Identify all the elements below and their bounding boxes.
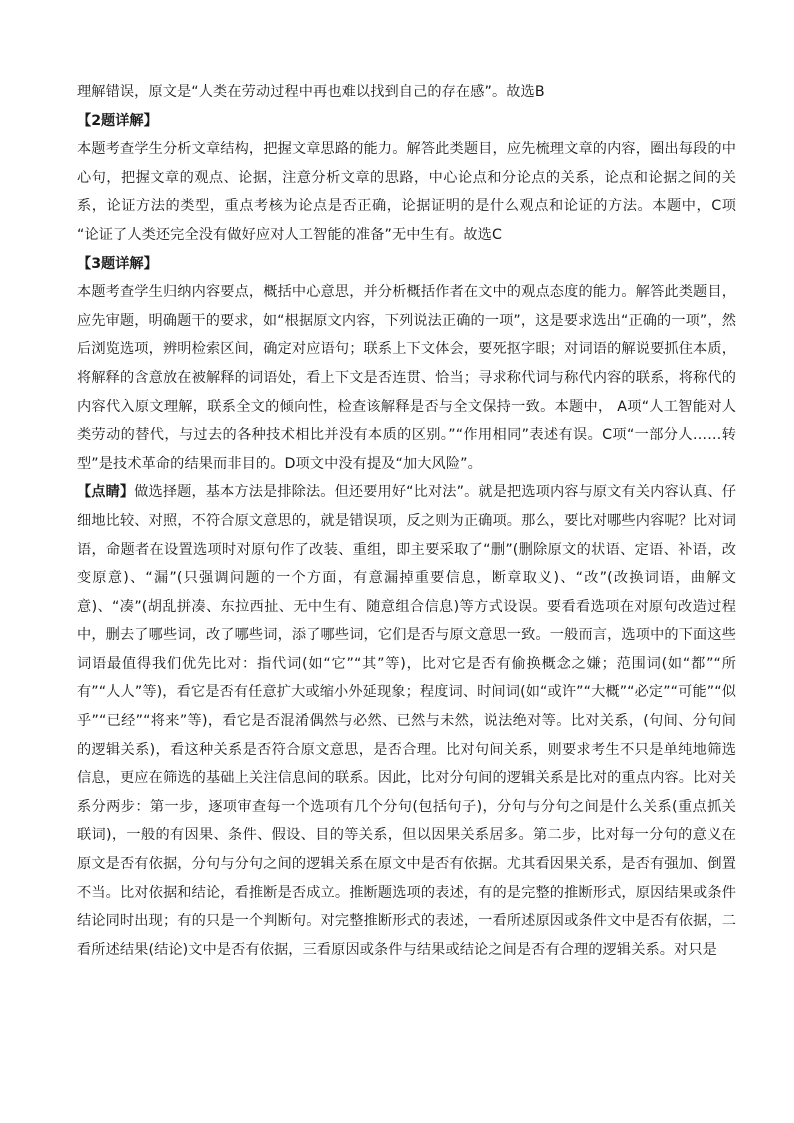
key-point-label: 【点睛】 [77,484,135,501]
question-2-explanation: 本题考查学生分析文章结构，把握文章思路的能力。解答此类题目，应先梳理文章的内容，圈出每段的中心句，把握文章的观点、论据，注意分析文章的思路，中心论点和分论点的关系，论点和论据之间的关系，论证方法的类型，重点考核为论点是否正确，论据证明的是什么观点和论证的方法。本题中，C项 “论证了人类还完全没有做好应对人工智能的准备”无中生有。故选C [77,141,736,243]
answer-1-tail: 理解错误，原文是“人类在劳动过程中再也难以找到自己的存在感”。故选B [77,84,545,100]
key-point-paragraph [77,478,736,964]
question-2-heading: 【2题详解】 [77,112,158,129]
question-3-explanation: 本题考查学生归纳内容要点，概括中心意思，并分析概括作者在文中的观点态度的能力。解答此类题目，应先审题，明确题干的要求，如“根据原文内容，下列说法正确的一项”，这是要求选出“正确的一项”，然后浏览选项，辨明检索区间，确定对应语句；联系上下文体会，要死抠字眼；对词语的解说要抓住本质，将解释的含意放在被解释的词语处，看上下文是否连贯、恰当；寻求称代词与称代内容的联系，将称代的内容代入原文理解，联系全文的倾向性，检查该解释是否与全文保持一致。本题中， A项“人工智能对人类劳动的替代，与过去的各种技术相比并没有本质的区别。”“作用相同”表述有误。C项“一部分人……转型”是技术革命的结果而非目的。D项文中没有提及“加大风险”。 [77,284,736,472]
key-point-text: 做选择题，基本方法是排除法。但还要用好“比对法”。就是把选项内容与原文有关内容认真、仔细地比较、对照，不符合原文意思的，就是错误项，反之则为正确项。那么，要比对哪些内容呢？比对词语，命题者在设置选项时对原句作了改装、重组，即主要采取了“删”(删除原文的状语、定语、补语，改变原意)、“漏”(只强调问题的一个方面，有意漏掉重要信息，断章取义)、“改”(改换词语，曲解文意)、“凑”(胡乱拼凑、东拉西扯、无中生有、随意组合信息)等方式设误。要看看选项在对原句改造过程中，删去了哪些词，改了哪些词，添了哪些词，它们是否与原文意思一致。一般而言，选项中的下面这些词语最值得我们优先比对：指代词(如“它”“其”等)，比对它是否有偷换概念之嫌；范围词(如“都”“所有”“人人”等)，看它是否有任意扩大或缩小外延现象；程度词、时间词(如“或许”“大概”“必定”“可能”“似乎”“已经”“将来”等)，看它是否混淆偶然与必然、已然与未然，说法绝对等。比对关系，(句间、分句间的逻辑关系)，看这种关系是否符合原文意思，是否合理。比对句间关系，则要求考生不只是单纯地筛选信息，更应在筛选的基础上关注信息间的联系。因此，比对分句间的逻辑关系是比对的重点内容。比对关系分两步：第一步，逐项审查每一个选项有几个分句(包括句子)，分句与分句之间是什么关系(重点抓关联词)，一般的有因果、条件、假设、目的等关系，但以因果关系居多。第二步，比对每一分句的意义在原文是否有依据，分句与分句之间的逻辑关系在原文中是否有依据。尤其看因果关系，是否有强加、倒置不当。比对依据和结论，看推断是否成立。推断题选项的表述，有的是完整的推断形式，原因结果或条件结论同时出现；有的只是一个判断句。对完整推断形式的表述，一看所述原因或条件文中是否有依据，二看所述结果(结论)文中是否有依据，三看原因或条件与结果或结论之间是否有合理的逻辑关系。对只是 [77,484,736,958]
question-3-heading: 【3题详解】 [77,255,158,272]
